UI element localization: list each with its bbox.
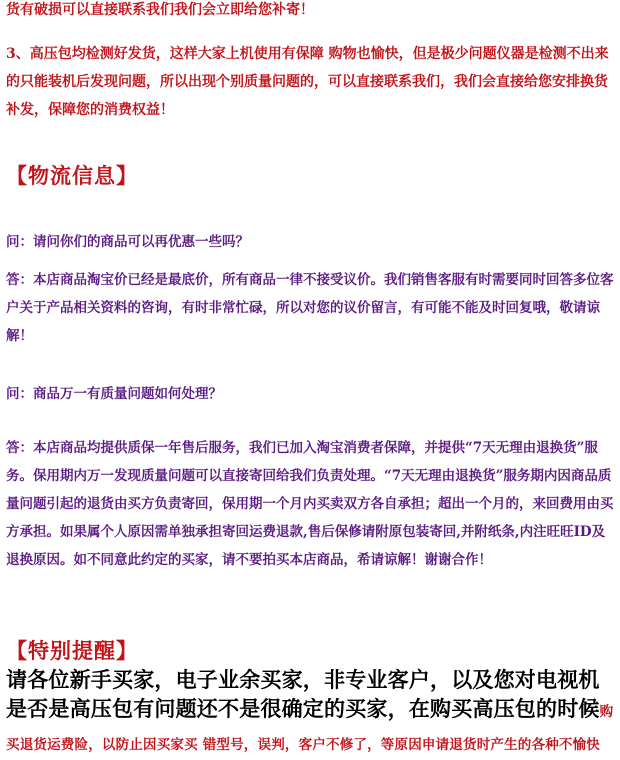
quality-check-notice: 3、高压包均检测好发货，这样大家上机使用有保障 购物也愉快，但是极少问题仪器是检测不出来的只能装机后发现问题，所以出现个别质量问题的，可以直接联系我们，我们会直接给您安排换货补发，保障您的消费权益！ — [6, 46, 609, 118]
damage-reship-notice: 货有破损可以直接联系我们我们会立即给您补寄！ — [6, 2, 314, 18]
faq-answer-discount: 答：本店商品淘宝价已经是最底价，所有商品一律不接受议价。我们销售客服有时需要同时回答多位客户关于产品相关资料的咨询，有时非常忙碌，所以对您的议价留言，有可能不能及时回复哦，敬请谅解！ — [6, 272, 614, 344]
special-reminder-text — [6, 665, 616, 760]
special-reminder-insurance-note: 购买退货运费险，以防止因买家买 错型号，误判，客户不修了，等原因申请退货时产生的各种不愉快 — [6, 704, 614, 753]
faq-answer-quality: 答：本店商品均提供质保一年售后服务，我们已加入淘宝消费者保障，并提供“7天无理由退换货”服务。保用期内万一发现质量问题可以直接寄回给我们负责处理。“7天无理由退换货”服务期内因商品质量问题引起的退货由买方负责寄回，保用期一个月内买卖双方各自承担；超出一个月的，来回费用由买方承担。如果属个人原因需单独承担寄回运费退款,售后保修请附原包装寄回,并附纸条,内注旺旺ID及退换原因。如不同意此约定的买家，请不要拍买本店商品，希请谅解！谢谢合作！ — [6, 440, 614, 568]
logistics-heading: 【物流信息】 — [6, 163, 138, 188]
special-reminder-main: 请各位新手买家，电子业余买家，非专业客户，以及您对电视机是否是高压包有问题还不是很确定的买家，在购买高压包的时候 — [6, 667, 600, 721]
faq-question-quality: 问：商品万一有质量问题如何处理？ — [6, 386, 222, 402]
special-reminder-heading: 【特别提醒】 — [6, 638, 138, 663]
faq-question-discount: 问：请问你们的商品可以再优惠一些吗？ — [6, 234, 249, 250]
